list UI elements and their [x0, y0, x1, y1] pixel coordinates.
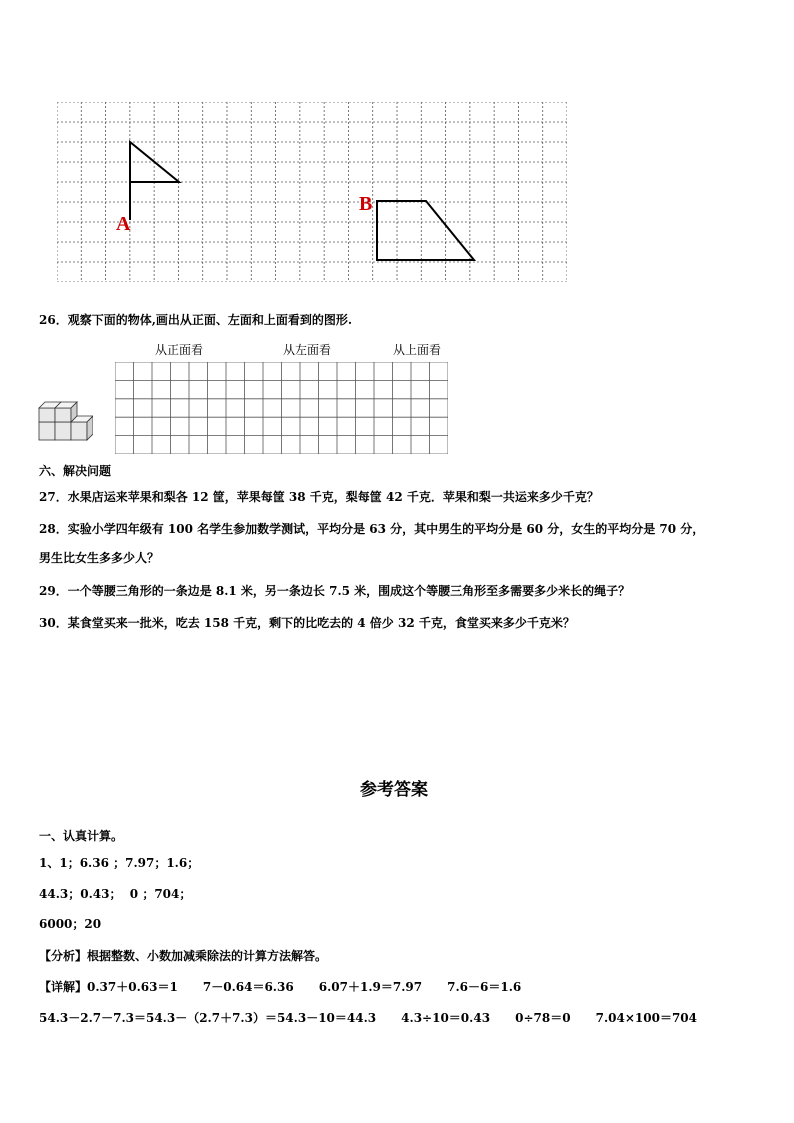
- answer-section-1: 一、认真计算。: [39, 829, 124, 843]
- answer-line-1: 1、1；6.36 ；7.97；1.6；: [39, 856, 200, 870]
- shape-grid: [57, 102, 567, 282]
- answer-line-2: 44.3；0.43； 0 ；704；: [39, 887, 192, 901]
- question-27: 27．水果店运来苹果和梨各 12 筐，苹果每筐 38 千克，梨每筐 42 千克．苹果和梨一共运来多少千克？: [39, 490, 599, 504]
- answers-title: 参考答案: [360, 780, 428, 800]
- question-26: 26．观察下面的物体,画出从正面、左面和上面看到的图形.: [39, 313, 353, 327]
- view-grid: [115, 362, 448, 454]
- trapezoid: [377, 201, 474, 260]
- section-6-heading: 六、解决问题: [39, 464, 112, 478]
- answer-detail-2: 54.3－2.7－7.3＝54.3－（2.7＋7.3）＝54.3－10＝44.3 4.3÷10＝0.43 0÷78＝0 7.04×100＝704: [39, 1011, 698, 1025]
- answer-line-3: 6000；20: [39, 917, 102, 931]
- question-29: 29．一个等腰三角形的一条边是 8.1 米，另一条边长 7.5 米，围成这个等腰三角形至多需要多少米长的绳子？: [39, 584, 631, 598]
- view-front-label: 从正面看: [155, 343, 204, 357]
- detail-line-1: 0.37＋0.63＝1 7－0.64＝6.36 6.07＋1.9＝7.97 7.6－6＝1.6: [87, 980, 522, 994]
- answer-analysis: 【分析】根据整数、小数加减乘除法的计算方法解答。: [39, 949, 328, 963]
- label-b: B: [359, 193, 373, 215]
- detail-label: 【详解】: [39, 980, 88, 994]
- question-28-line1: 28．实验小学四年级有 100 名学生参加数学测试，平均分是 63 分，其中男生的平均分是 60 分，女生的平均分是 70 分，: [39, 522, 705, 536]
- flag-triangle: [130, 142, 179, 220]
- question-28-line2: 男生比女生多多少人？: [39, 551, 160, 565]
- answer-detail-1: [39, 979, 521, 995]
- view-top-label: 从上面看: [393, 343, 442, 357]
- cube-object: [37, 401, 93, 443]
- view-left-label: 从左面看: [283, 343, 332, 357]
- label-a: A: [116, 213, 131, 235]
- question-30: 30．某食堂买来一批米，吃去 158 千克，剩下的比吃去的 4 倍少 32 千克，食堂买来多少千克米？: [39, 616, 575, 630]
